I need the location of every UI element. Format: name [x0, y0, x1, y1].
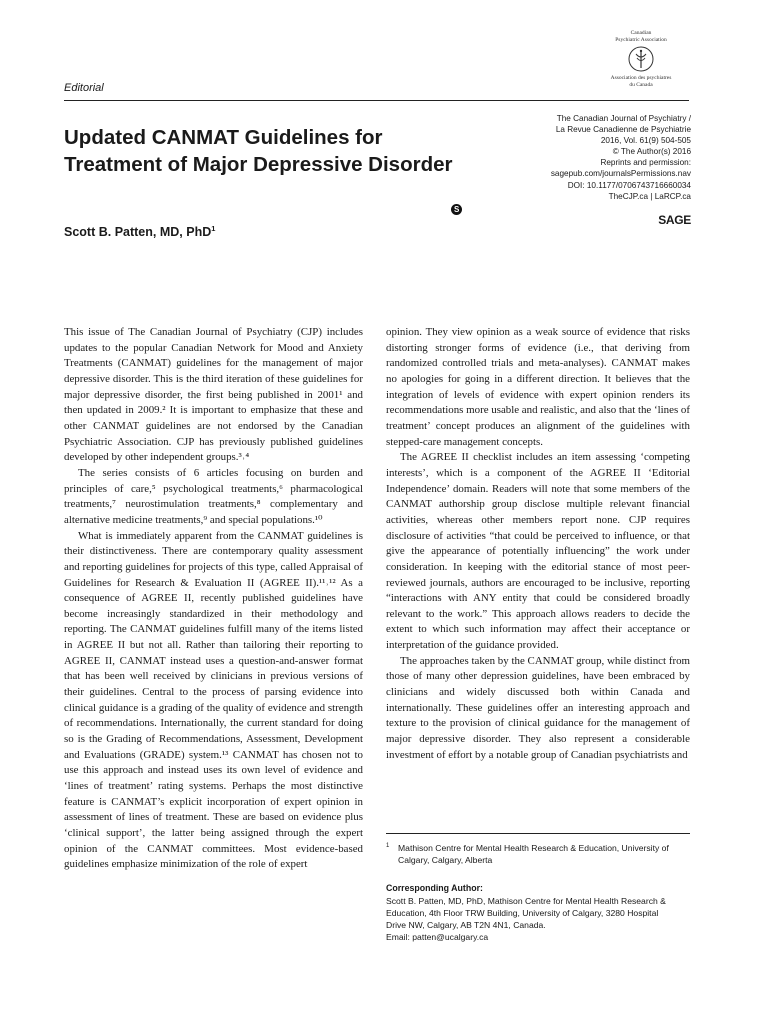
journal-info-link[interactable]: sagepub.com/journalsPermissions.nav	[550, 169, 691, 179]
doi-link[interactable]: DOI: 10.1177/0706743716660034	[567, 180, 691, 190]
body-paragraph: opinion. They view opinion as a weak source of evidence that risks distorting stronger forms of evidence (i.e., that deriving from randomized controlled trials and meta-analyses). CANMAT makes no apologies for going in a different direction. It believes that the integration of levels of evidence with expert opinion renders its recommendations more usable and realistic, and also that the ‘lines of treatment’ concept produces an alignment of the guidelines with stepped-care management concepts.	[386, 326, 690, 448]
corresponding-author	[386, 882, 692, 943]
body-column-left	[64, 325, 363, 873]
footnote-mark: 1	[386, 843, 390, 849]
corresponding-author-email[interactable]: Email: patten@ucalgary.ca	[386, 932, 489, 942]
corresponding-author-line: Scott B. Patten, MD, PhD, Mathison Centre for Mental Health Research &	[386, 896, 666, 906]
body-paragraph: This issue of The Canadian Journal of Psychiatry (CJP) includes updates to the popular Canadian Network for Mood and Anxiety Treatments (CANMAT) guidelines for the management of major depressive disorder. This is the third iteration of these guidelines for major depressive disorder, the first being published in 2001¹ and then updated in 2009.² It is important to emphasize that these and other CANMAT guidelines are not endorsed by the Canadian Psychiatric Association. CJP has previously published guidelines developed by other independent groups.³˒⁴	[64, 326, 363, 464]
logo-text-line3: Association des psychiatres	[610, 75, 672, 81]
affiliation-footnote	[386, 842, 690, 866]
article-title-line1: Updated CANMAT Guidelines for	[64, 126, 383, 149]
footnote-rule	[386, 833, 690, 834]
corresponding-author-line: Education, 4th Floor TRW Building, University of Calgary, 3280 Hospital	[386, 908, 659, 918]
journal-info-line: 2016, Vol. 61(9) 504-505	[600, 136, 691, 146]
author-line	[64, 224, 215, 239]
journal-info	[451, 113, 691, 226]
author-name: Scott B. Patten, MD, PhD	[64, 225, 212, 240]
logo-text-line4: du Canada	[629, 81, 653, 88]
journal-info-line: The Canadian Journal of Psychiatry /	[556, 114, 691, 123]
journal-info-line: La Revue Canadienne de Psychiatrie	[555, 125, 691, 135]
corresponding-author-line: Drive NW, Calgary, AB T2N 4N1, Canada.	[386, 920, 546, 930]
body-paragraph: The series consists of 6 articles focusing on burden and principles of care,⁵ psychological treatments,⁶ pharmacological treatments,⁷ neurostimulation treatments,⁸ complementary and alternative medicine treatments,⁹ and special populations.¹⁰	[64, 466, 363, 526]
journal-websites-link[interactable]: TheCJP.ca | LaRCP.ca	[608, 191, 691, 201]
logo-text-line1: Canadian	[630, 30, 652, 36]
body-paragraph: The AGREE II checklist includes an item assessing ‘competing interests’, which is a component of the AGREE II ‘Editorial Independence’ domain. Readers will note that some members of the CANMAT authorship group disclose multiple relevant financial activities, whereas other members report none. CJP requires disclosure of activities “that could be perceived to influence, or that give the appearance of potentially influencing” the work under consideration. In keeping with the editorial stance of most peer-reviewed journals, authors are encouraged to be inclusive, reporting “interactions with ANY entity that could be considered broadly relevant to the work.” This approach allows readers to decide the extent to which such information may affect their acceptance or interpretation of the guidance provided.	[386, 451, 690, 652]
body-column-right	[386, 325, 690, 763]
sage-logo	[451, 204, 691, 226]
header-rule	[64, 100, 689, 101]
article-title	[64, 124, 484, 178]
body-paragraph: The approaches taken by the CANMAT group, while distinct from those of many other depression guidelines, have been embraced by clinicians and widely discussed both within Canada and internationally. These guidelines offer an interesting approach and texture to the provision of clinical guidance for the management of major depressive disorder. They also represent a considerable investment of effort by a notable group of Canadian psychiatrists and	[386, 654, 690, 761]
sage-mark-icon: S	[451, 204, 462, 215]
author-affiliation-mark: 1	[211, 224, 216, 233]
corresponding-author-heading: Corresponding Author:	[386, 883, 483, 893]
section-label: Editorial	[64, 82, 104, 94]
article-title-line2: Treatment of Major Depressive Disorder	[64, 153, 453, 176]
caduceus-emblem-icon	[628, 46, 654, 72]
body-paragraph: What is immediately apparent from the CANMAT guidelines is their distinctiveness. There are contemporary quality assessment and reporting guidelines for projects of this type, called Appraisal of Guidelines for Research & Evaluation II (AGREE II).¹¹˒¹² As a consequence of AGREE II, recently published guidelines have become increasingly standardized in their methodology and reporting. The CANMAT guidelines fulfill many of the items listed in AGREE II but not all. Rather than tailoring their reporting to AGREE II, CANMAT instead uses a question-and-answer format that has been well received by clinicians in previous versions of their guidelines. Central to the process of parsing evidence into clinical guidance is a grading of the quality of evidence and strength of recommendations. Internationally, the current standard for doing so is the Grading of Recommendations, Assessment, Development and Evaluations (GRADE) system.¹³ CANMAT has chosen not to use this approach and instead uses its own level of evidence and ‘lines of treatment’ rating systems. Perhaps the most distinctive feature is CANMAT’s explicit incorporation of expert opinion in assessment of lines of treatment. These are based on evidence plus ‘clinical support’, the latter being assigned through the expert opinion of the CANMAT committees. Most evidence-based guidelines emphasize minimization of the role of expert	[64, 529, 363, 871]
sage-wordmark: SAGE	[658, 212, 691, 227]
logo-text-line2: Psychiatric Association	[615, 36, 667, 43]
journal-info-line: © The Author(s) 2016	[612, 147, 691, 157]
association-logo	[596, 30, 686, 88]
journal-info-line: Reprints and permission:	[600, 158, 691, 168]
footnote-text: Mathison Centre for Mental Health Research & Education, University of Calgary, Calgary, Alberta	[398, 843, 669, 865]
